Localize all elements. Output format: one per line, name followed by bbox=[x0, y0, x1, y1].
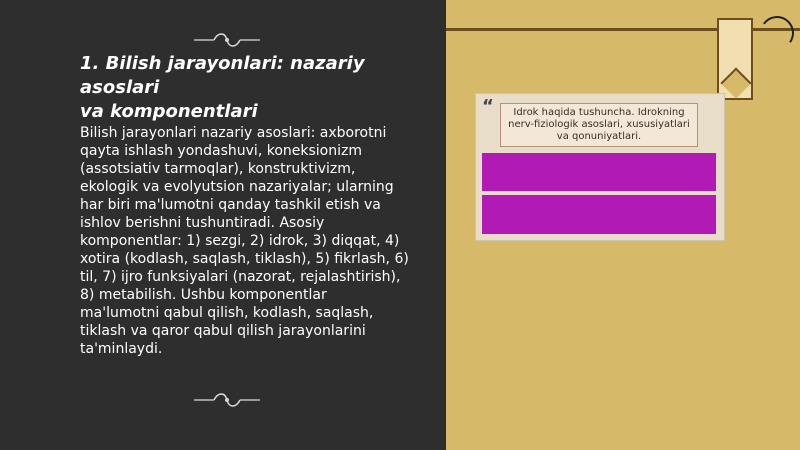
bookmark-ribbon-icon bbox=[717, 18, 753, 100]
thumbnail-text-block bbox=[482, 153, 716, 191]
slide-title-line-2: va komponentlari bbox=[80, 101, 258, 122]
ornament-divider-top bbox=[190, 30, 264, 50]
page-curl-icon bbox=[757, 13, 796, 52]
thumbnail-text-block bbox=[482, 195, 716, 234]
quote-mark-icon: “ bbox=[482, 96, 494, 117]
thumbnail-title bbox=[500, 103, 698, 147]
thumbnail-title-line-1: Idrok haqida tushuncha. Idrokning bbox=[513, 107, 685, 118]
thumbnail-title-line-2: nerv-fiziologik asoslari, xususiyatlari bbox=[508, 119, 690, 130]
slide-title bbox=[80, 52, 400, 124]
slide-title-line-1: 1. Bilish jarayonlari: nazariy asoslari bbox=[80, 53, 365, 98]
slide-body-text: Bilish jarayonlari nazariy asoslari: axborotni qayta ishlash yondashuvi, koneksionizm (assotsiativ tarmoqlar), konstruktivizm, ekologik va evolyutsion nazariyalar; ularning har biri ma'lumotni qanday tashkil etish va ishlov berishni tushuntiradi. Asosiy komponentlar: 1) sezgi, 2) idrok, 3) diqqat, 4) xotira (kodlash, saqlash, tiklash), 5) fikrlash, 6) til, 7) ijro funksiyalari (nazorat, rejalashtirish), 8) metabilish. Ushbu komponentlar ma'lumotni qabul qilish, kodlash, saqlash, tiklash va qaror qabul qilish jarayonlarini ta'minlaydi. bbox=[80, 125, 409, 357]
thumbnail-title-line-3: va qonuniyatlari. bbox=[556, 131, 642, 142]
ornament-divider-bottom bbox=[190, 390, 264, 410]
